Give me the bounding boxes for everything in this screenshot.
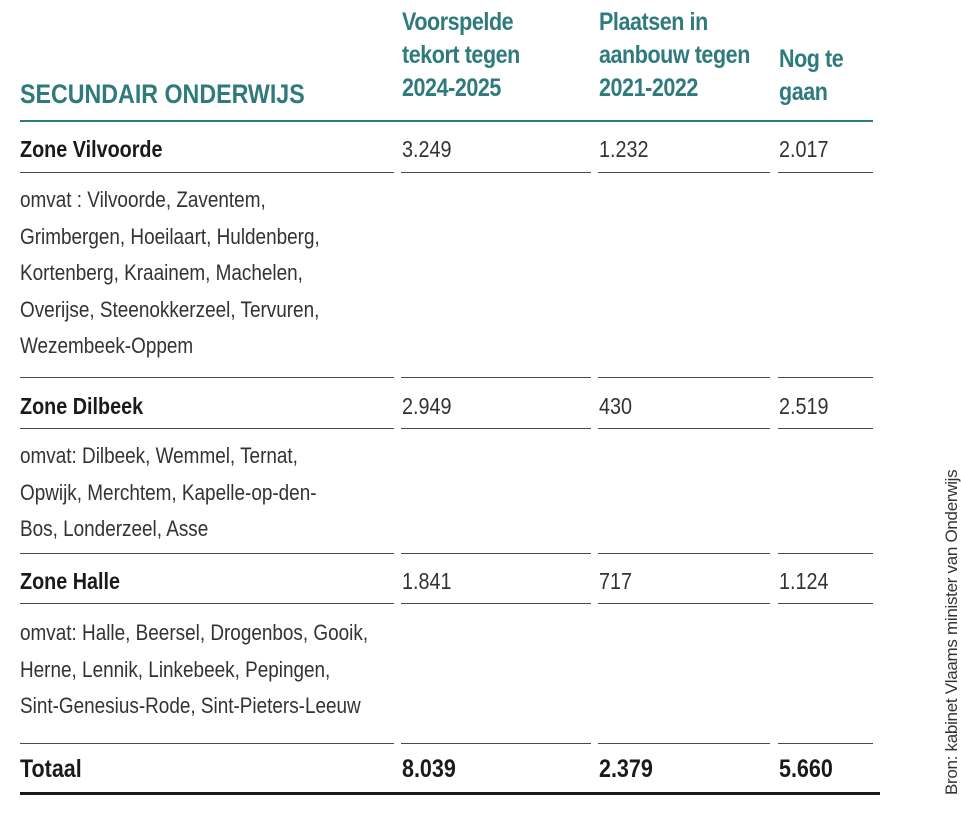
col-header-aanbouw-line: 2021-2022 (599, 74, 698, 102)
row-rule (20, 172, 394, 173)
description-line: Herne, Lennik, Linkebeek, Pepingen, (20, 656, 331, 682)
row-rule (778, 428, 873, 429)
zone-name-vilvoorde: Zone Vilvoorde (20, 136, 163, 162)
description-line: omvat : Vilvoorde, Zaventem, (20, 187, 266, 212)
description-line: Opwijk, Merchtem, Kapelle-op-den- (20, 479, 317, 505)
description-line: omvat: Dilbeek, Wemmel, Ternat, (20, 443, 298, 468)
row-rule (20, 377, 394, 378)
row-rule (598, 743, 770, 744)
row-rule (20, 743, 394, 744)
description-line: Overijse, Steenokkerzeel, Tervuren, (20, 296, 320, 322)
value-aanbouw-halle: 717 (599, 568, 633, 594)
row-rule (598, 172, 770, 173)
value-tekort-halle: 1.841 (402, 568, 452, 594)
row-rule (598, 428, 770, 429)
row-rule (778, 553, 873, 554)
table-title: SECUNDAIR ONDERWIJS (20, 79, 305, 109)
col-header-nog (779, 43, 843, 109)
total-aanbouw: 2.379 (599, 755, 653, 783)
header-rule (20, 120, 873, 122)
row-rule (401, 172, 591, 173)
zone-name-dilbeek: Zone Dilbeek (20, 393, 144, 419)
description-line: Grimbergen, Hoeilaart, Huldenberg, (20, 223, 320, 249)
zone-name-halle: Zone Halle (20, 568, 121, 594)
col-header-tekort (402, 6, 520, 105)
col-header-aanbouw (599, 6, 750, 105)
value-aanbouw-vilvoorde: 1.232 (599, 136, 649, 162)
row-rule (401, 428, 591, 429)
row-rule (401, 743, 591, 744)
row-rule (401, 553, 591, 554)
row-rule (598, 603, 770, 604)
value-tekort-dilbeek: 2.949 (402, 393, 452, 419)
row-rule (20, 603, 394, 604)
description-line: Kortenberg, Kraainem, Machelen, (20, 260, 303, 285)
source-credit: Bron: kabinet Vlaams minister van Onderwijs (942, 469, 961, 795)
description-line: Wezembeek-Oppem (20, 333, 194, 358)
col-header-nog-line: Nog te (779, 45, 844, 73)
row-rule (598, 553, 770, 554)
value-aanbouw-dilbeek: 430 (599, 393, 633, 419)
row-rule (778, 743, 873, 744)
value-nog-dilbeek: 2.519 (779, 393, 829, 419)
zone-description-halle (20, 615, 416, 725)
row-rule (778, 603, 873, 604)
value-nog-vilvoorde: 2.017 (779, 136, 829, 162)
total-nog: 5.660 (779, 755, 833, 783)
col-header-tekort-line: Voorspelde (402, 8, 514, 36)
row-rule (778, 377, 873, 378)
row-rule (401, 603, 591, 604)
col-header-nog-line: gaan (779, 78, 828, 106)
description-line: omvat: Halle, Beersel, Drogenbos, Gooik, (20, 620, 369, 645)
value-tekort-vilvoorde: 3.249 (402, 136, 452, 162)
zone-description-dilbeek (20, 438, 398, 548)
col-header-aanbouw-line: aanbouw tegen (599, 41, 750, 69)
description-line: Sint-Genesius-Rode, Sint-Pieters-Leeuw (20, 693, 361, 718)
description-line: Bos, Londerzeel, Asse (20, 516, 209, 541)
total-label: Totaal (20, 755, 82, 783)
row-rule (778, 172, 873, 173)
col-header-aanbouw-line: Plaatsen in (599, 8, 708, 36)
col-header-tekort-line: 2024-2025 (402, 74, 501, 102)
zone-description-vilvoorde (20, 182, 398, 365)
row-rule (20, 553, 394, 554)
total-rule (20, 792, 880, 795)
row-rule (401, 377, 591, 378)
col-header-tekort-line: tekort tegen (402, 41, 520, 69)
row-rule (20, 428, 394, 429)
value-nog-halle: 1.124 (779, 568, 829, 594)
row-rule (598, 377, 770, 378)
total-tekort: 8.039 (402, 755, 456, 783)
